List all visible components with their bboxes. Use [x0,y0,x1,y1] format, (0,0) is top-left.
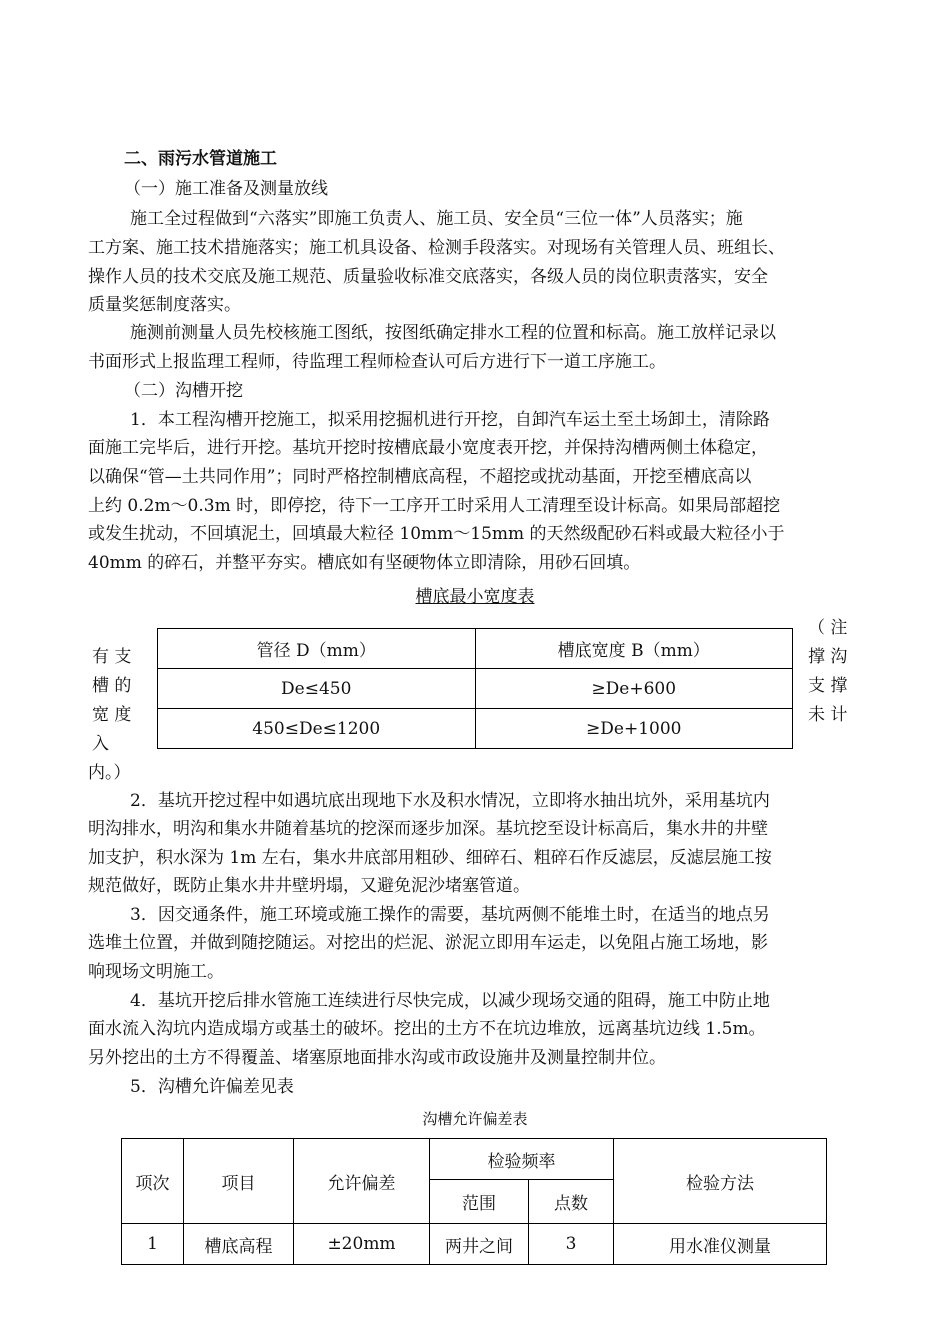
item4-line: 4．基坑开挖后排水管施工连续进行尽快完成，以减少现场交通的阻碍，施工中防止地 [130,991,770,1011]
note-right-line: 撑 沟 [808,647,848,667]
section-title: 二、雨污水管道施工 [124,149,277,169]
header-points: 点数 [529,1180,614,1224]
cell-tolerance: ±20mm [294,1224,430,1265]
width-table-cell: 450≤De≤1200 [158,709,476,749]
item1-line: 面施工完毕后，进行开挖。基坑开挖时按槽底最小宽度表开挖，并保持沟槽两侧土体稳定， [88,438,768,458]
header-item: 项目 [184,1139,294,1224]
item3-line: 响现场文明施工。 [88,962,224,982]
deviation-table [121,1138,827,1265]
table-row [158,669,793,709]
para2-line: 书面形式上报监理工程师，待监理工程师检查认可后方进行下一道工序施工。 [88,352,666,372]
cell-method: 用水准仪测量 [614,1224,827,1265]
note-left-line: 有 支 [92,647,132,667]
para1-line: 施工全过程做到“六落实”即施工负责人、施工员、安全员“三位一体”人员落实；施 [130,209,743,229]
width-table-header [158,629,793,669]
header-tolerance: 允许偏差 [294,1139,430,1224]
width-table [157,628,793,749]
note-right [808,614,847,730]
note-right-line: （ 注 [808,618,848,638]
cell-range: 两井之间 [430,1224,529,1265]
deviation-table-header [122,1139,827,1180]
cell-no: 1 [122,1224,184,1265]
item1-line: 以确保“管—土共同作用”；同时严格控制槽底高程，不超挖或扰动基面，开挖至槽底高以 [88,467,752,487]
item4-line: 面水流入沟坑内造成塌方或基土的破坏。挖出的土方不在坑边堆放，远离基坑边线 1.5m。 [88,1019,766,1039]
table-row [158,709,793,749]
item2-line: 明沟排水，明沟和集水井随着基坑的挖深而逐步加深。基坑挖至设计标高后，集水井的井壁 [88,819,768,839]
item1-line: 1．本工程沟槽开挖施工，拟采用挖掘机进行开挖，自卸汽车运土至土场卸土，清除路 [130,410,770,430]
item2-line: 规范做好，既防止集水井井壁坍塌，又避免泥沙堵塞管道。 [88,876,530,896]
item3-line: 选堆土位置，并做到随挖随运。对挖出的烂泥、淤泥立即用车运走，以免阻占施工场地，影 [88,933,768,953]
table-row [122,1224,827,1265]
item2-line: 加支护，积水深为 1m 左右，集水井底部用粗砂、细碎石、粗碎石作反滤层，反滤层施工按 [88,848,772,868]
cell-points: 3 [529,1224,614,1265]
item1-line: 或发生扰动，不回填泥土，回填最大粒径 10mm～15mm 的天然级配砂石料或最大粒径小于 [88,524,785,544]
header-no: 项次 [122,1139,184,1224]
note-left-line: 宽 度 [92,705,132,725]
para1-line: 操作人员的技术交底及施工规范、质量验收标准交底落实，各级人员的岗位职责落实，安全 [88,267,768,287]
header-method: 检验方法 [614,1139,827,1224]
para1-line: 质量奖惩制度落实。 [88,295,241,315]
width-table-cell: ≥De+600 [475,669,793,709]
deviation-table-caption: 沟槽允许偏差表 [422,1110,528,1128]
item3-line: 3．因交通条件，施工环境或施工操作的需要，基坑两侧不能堆土时，在适当的地点另 [130,905,770,925]
para1-line: 工方案、施工技术措施落实；施工机具设备、检测手段落实。对现场有关管理人员、班组长、 [88,238,785,258]
item1-line: 上约 0.2m～0.3m 时，即停挖，待下一工序开工时采用人工清理至设计标高。如果局部超挖 [88,496,781,516]
item5-line: 5．沟槽允许偏差见表 [130,1077,294,1097]
header-range: 范围 [430,1180,529,1224]
sub2-heading: （二）沟槽开挖 [124,381,243,401]
width-table-cell: De≤450 [158,669,476,709]
width-table-caption: 槽底最小宽度表 [415,587,535,607]
note-left [92,643,131,759]
sub1-heading: （一）施工准备及测量放线 [124,179,328,199]
item1-line: 40mm 的碎石，并整平夯实。槽底如有坚硬物体立即清除，用砂石回填。 [88,553,641,573]
note-left-line: 入 [92,734,109,754]
note-right-line: 未 计 [808,705,848,725]
item2-line: 2．基坑开挖过程中如遇坑底出现地下水及积水情况，立即将水抽出坑外，采用基坑内 [130,791,770,811]
note-end: 内。） [88,763,131,783]
item4-line: 另外挖出的土方不得覆盖、堵塞原地面排水沟或市政设施井及测量控制井位。 [88,1048,666,1068]
para2-line: 施测前测量人员先校核施工图纸，按图纸确定排水工程的位置和标高。施工放样记录以 [130,323,776,343]
cell-item: 槽底高程 [184,1224,294,1265]
header-frequency: 检验频率 [430,1139,614,1180]
width-table-header-cell: 槽底宽度 B（mm） [475,629,793,669]
note-left-line: 槽 的 [92,676,132,696]
width-table-header-cell: 管径 D（mm） [158,629,476,669]
note-right-line: 支 撑 [808,676,848,696]
width-table-cell: ≥De+1000 [475,709,793,749]
